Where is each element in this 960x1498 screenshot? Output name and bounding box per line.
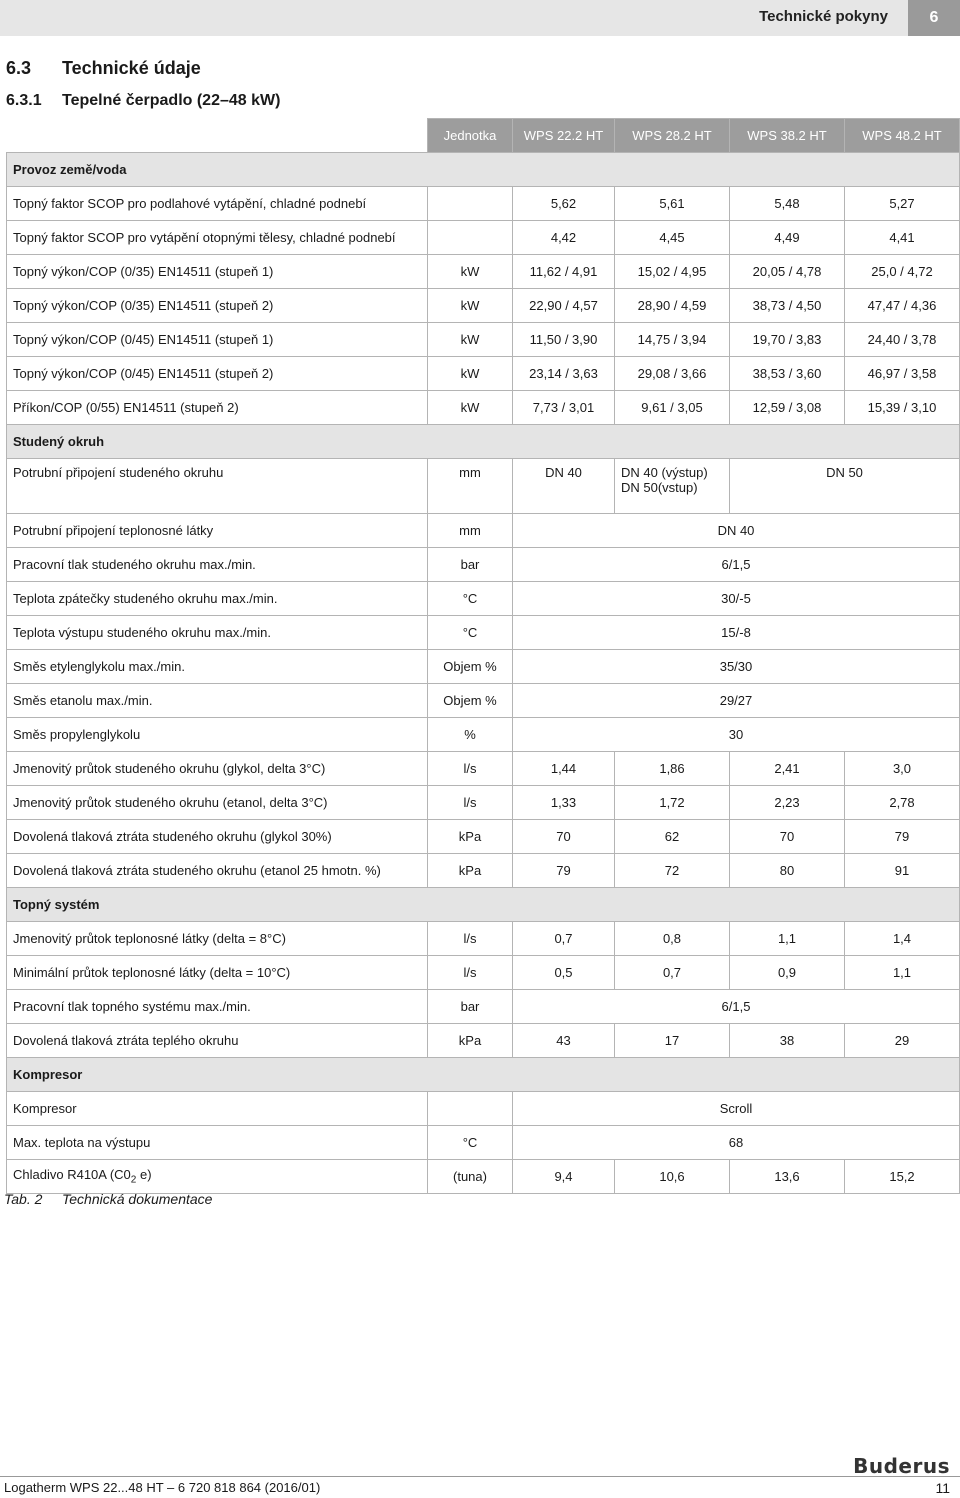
caption-text: Technická dokumentace: [62, 1191, 213, 1207]
value-cell: 1,72: [615, 786, 730, 820]
value-cell: 7,73 / 3,01: [513, 391, 615, 425]
value-cell: 46,97 / 3,58: [845, 357, 960, 391]
table-caption: [4, 1191, 212, 1207]
unit-cell: kPa: [428, 820, 513, 854]
row-label: Topný výkon/COP (0/35) EN14511 (stupeň 1): [7, 255, 428, 289]
value-cell: DN 40: [513, 459, 615, 514]
value-cell: 30: [513, 718, 960, 752]
unit-cell: bar: [428, 990, 513, 1024]
row-label: Minimální průtok teplonosné látky (delta = 10°C): [7, 956, 428, 990]
section-row: [7, 425, 960, 459]
column-header: WPS 38.2 HT: [730, 119, 845, 153]
value-cell: 29: [845, 1024, 960, 1058]
unit-cell: l/s: [428, 956, 513, 990]
buderus-logo: Buderus: [853, 1454, 950, 1478]
row-label: Topný faktor SCOP pro podlahové vytápění, chladné podnebí: [7, 187, 428, 221]
table-row: [7, 990, 960, 1024]
table-row: [7, 391, 960, 425]
value-line: DN 40 (výstup): [621, 465, 708, 480]
table-row: [7, 221, 960, 255]
row-label: Jmenovitý průtok studeného okruhu (etanol, delta 3°C): [7, 786, 428, 820]
value-cell: 12,59 / 3,08: [730, 391, 845, 425]
value-line: DN 50(vstup): [621, 480, 698, 495]
row-label: Pracovní tlak studeného okruhu max./min.: [7, 548, 428, 582]
table-row: [7, 616, 960, 650]
value-cell: 80: [730, 854, 845, 888]
table-row: [7, 459, 960, 514]
table-row: [7, 922, 960, 956]
value-cell: 6/1,5: [513, 548, 960, 582]
value-cell: 38: [730, 1024, 845, 1058]
value-cell: 30/-5: [513, 582, 960, 616]
table-row: [7, 1092, 960, 1126]
table-row: [7, 357, 960, 391]
unit-cell: kW: [428, 323, 513, 357]
table-row: [7, 650, 960, 684]
technical-data-table: [6, 118, 960, 1194]
row-label: Potrubní připojení teplonosné látky: [7, 514, 428, 548]
value-cell: 38,73 / 4,50: [730, 289, 845, 323]
value-cell: 22,90 / 4,57: [513, 289, 615, 323]
value-cell: 4,42: [513, 221, 615, 255]
unit-cell: kPa: [428, 1024, 513, 1058]
value-cell: 1,44: [513, 752, 615, 786]
value-cell: 10,6: [615, 1160, 730, 1194]
unit-cell: mm: [428, 514, 513, 548]
table-row: [7, 548, 960, 582]
value-cell: 3,0: [845, 752, 960, 786]
unit-cell: kW: [428, 255, 513, 289]
value-cell: 9,61 / 3,05: [615, 391, 730, 425]
subsection-heading: [6, 92, 280, 110]
value-cell: 72: [615, 854, 730, 888]
value-cell: 5,62: [513, 187, 615, 221]
row-label: Topný výkon/COP (0/45) EN14511 (stupeň 1): [7, 323, 428, 357]
unit-cell: kW: [428, 357, 513, 391]
column-header: Jednotka: [428, 119, 513, 153]
unit-cell: [428, 1092, 513, 1126]
value-cell: 6/1,5: [513, 990, 960, 1024]
value-cell: 70: [513, 820, 615, 854]
section-label: Topný systém: [7, 888, 960, 922]
value-cell: 15/-8: [513, 616, 960, 650]
value-cell: 9,4: [513, 1160, 615, 1194]
unit-cell: l/s: [428, 752, 513, 786]
value-cell: 70: [730, 820, 845, 854]
row-label: Topný faktor SCOP pro vytápění otopnými tělesy, chladné podnebí: [7, 221, 428, 255]
value-cell: 0,7: [615, 956, 730, 990]
value-cell: 24,40 / 3,78: [845, 323, 960, 357]
footer-divider: [0, 1476, 960, 1477]
row-label: Potrubní připojení studeného okruhu: [7, 459, 428, 514]
value-cell: 35/30: [513, 650, 960, 684]
page-header-bar: [0, 0, 960, 36]
unit-cell: [428, 221, 513, 255]
row-label: Jmenovitý průtok studeného okruhu (glykol, delta 3°C): [7, 752, 428, 786]
table-row: [7, 187, 960, 221]
value-cell: 79: [845, 820, 960, 854]
row-label: Směs etylenglykolu max./min.: [7, 650, 428, 684]
row-label: Pracovní tlak topného systému max./min.: [7, 990, 428, 1024]
value-cell: 62: [615, 820, 730, 854]
unit-cell: (tuna): [428, 1160, 513, 1194]
section-label: Provoz země/voda: [7, 153, 960, 187]
value-cell: 5,48: [730, 187, 845, 221]
section-row: [7, 153, 960, 187]
unit-cell: [428, 187, 513, 221]
section-row: [7, 888, 960, 922]
row-label: Teplota výstupu studeného okruhu max./min.: [7, 616, 428, 650]
row-label: Kompresor: [7, 1092, 428, 1126]
table-row: [7, 514, 960, 548]
unit-cell: %: [428, 718, 513, 752]
unit-cell: kPa: [428, 854, 513, 888]
unit-cell: bar: [428, 548, 513, 582]
row-label: Dovolená tlaková ztráta teplého okruhu: [7, 1024, 428, 1058]
value-cell: 23,14 / 3,63: [513, 357, 615, 391]
table-row: [7, 582, 960, 616]
page-header-title: Technické pokyny: [759, 8, 888, 25]
row-label: Max. teplota na výstupu: [7, 1126, 428, 1160]
table-row: [7, 255, 960, 289]
value-cell: Scroll: [513, 1092, 960, 1126]
column-header: WPS 28.2 HT: [615, 119, 730, 153]
row-label: Teplota zpátečky studeného okruhu max./min.: [7, 582, 428, 616]
value-cell: 0,9: [730, 956, 845, 990]
value-cell: 14,75 / 3,94: [615, 323, 730, 357]
value-cell: 20,05 / 4,78: [730, 255, 845, 289]
value-cell: [615, 459, 730, 514]
column-header: WPS 48.2 HT: [845, 119, 960, 153]
value-cell: 1,1: [730, 922, 845, 956]
table-row: [7, 786, 960, 820]
value-cell: 1,86: [615, 752, 730, 786]
unit-cell: °C: [428, 1126, 513, 1160]
unit-cell: l/s: [428, 786, 513, 820]
value-cell: 2,41: [730, 752, 845, 786]
table-row: [7, 289, 960, 323]
header-blank-cell: [7, 119, 428, 153]
table-row: [7, 1126, 960, 1160]
value-cell: 29/27: [513, 684, 960, 718]
table-row: [7, 820, 960, 854]
value-cell: 91: [845, 854, 960, 888]
value-cell: 2,78: [845, 786, 960, 820]
value-cell: 43: [513, 1024, 615, 1058]
table-row: [7, 854, 960, 888]
value-cell: 2,23: [730, 786, 845, 820]
value-cell: 15,2: [845, 1160, 960, 1194]
value-cell: DN 50: [730, 459, 960, 514]
value-cell: 5,61: [615, 187, 730, 221]
value-cell: 68: [513, 1126, 960, 1160]
value-cell: 13,6: [730, 1160, 845, 1194]
table-row: [7, 718, 960, 752]
row-label: Jmenovitý průtok teplonosné látky (delta = 8°C): [7, 922, 428, 956]
unit-cell: mm: [428, 459, 513, 514]
table-row: [7, 1024, 960, 1058]
value-cell: 25,0 / 4,72: [845, 255, 960, 289]
label-subscript: 2: [130, 1174, 137, 1186]
unit-cell: Objem %: [428, 650, 513, 684]
table-header-row: [7, 119, 960, 153]
table-row: [7, 956, 960, 990]
value-cell: 4,45: [615, 221, 730, 255]
value-cell: 1,1: [845, 956, 960, 990]
subsection-number: 6.3.1: [6, 92, 42, 109]
row-label: Směs propylenglykolu: [7, 718, 428, 752]
unit-cell: l/s: [428, 922, 513, 956]
table-row: [7, 323, 960, 357]
section-number: 6.3: [6, 58, 32, 78]
caption-number: Tab. 2: [4, 1191, 43, 1207]
row-label: Topný výkon/COP (0/35) EN14511 (stupeň 2): [7, 289, 428, 323]
table-row: [7, 752, 960, 786]
subsection-title: Tepelné čerpadlo (22–48 kW): [62, 92, 281, 109]
column-header: WPS 22.2 HT: [513, 119, 615, 153]
value-cell: 17: [615, 1024, 730, 1058]
value-cell: 19,70 / 3,83: [730, 323, 845, 357]
footer-document-id: Logatherm WPS 22...48 HT – 6 720 818 864 (2016/01): [4, 1480, 321, 1495]
value-cell: 29,08 / 3,66: [615, 357, 730, 391]
value-cell: 4,49: [730, 221, 845, 255]
label-part: Chladivo R410A (C0: [13, 1167, 131, 1183]
unit-cell: Objem %: [428, 684, 513, 718]
value-cell: 15,39 / 3,10: [845, 391, 960, 425]
row-label: [7, 1160, 428, 1194]
value-cell: 11,62 / 4,91: [513, 255, 615, 289]
chapter-badge: 6: [908, 0, 960, 36]
value-cell: 47,47 / 4,36: [845, 289, 960, 323]
section-heading: [6, 58, 201, 79]
value-cell: 79: [513, 854, 615, 888]
section-title: Technické údaje: [62, 58, 201, 78]
value-cell: 15,02 / 4,95: [615, 255, 730, 289]
value-cell: 0,5: [513, 956, 615, 990]
page-number: 11: [935, 1480, 950, 1496]
label-part: e): [136, 1167, 152, 1183]
value-cell: 4,41: [845, 221, 960, 255]
row-label: Příkon/COP (0/55) EN14511 (stupeň 2): [7, 391, 428, 425]
row-label: Dovolená tlaková ztráta studeného okruhu (etanol 25 hmotn. %): [7, 854, 428, 888]
unit-cell: °C: [428, 616, 513, 650]
section-label: Studený okruh: [7, 425, 960, 459]
unit-cell: kW: [428, 289, 513, 323]
value-cell: 0,8: [615, 922, 730, 956]
value-cell: 1,4: [845, 922, 960, 956]
unit-cell: kW: [428, 391, 513, 425]
value-cell: 28,90 / 4,59: [615, 289, 730, 323]
value-cell: 38,53 / 3,60: [730, 357, 845, 391]
value-cell: 1,33: [513, 786, 615, 820]
value-cell: 5,27: [845, 187, 960, 221]
table-row: [7, 1160, 960, 1194]
value-cell: DN 40: [513, 514, 960, 548]
section-row: [7, 1058, 960, 1092]
row-label: Dovolená tlaková ztráta studeného okruhu (glykol 30%): [7, 820, 428, 854]
table-row: [7, 684, 960, 718]
row-label: Směs etanolu max./min.: [7, 684, 428, 718]
unit-cell: °C: [428, 582, 513, 616]
value-cell: 0,7: [513, 922, 615, 956]
row-label: Topný výkon/COP (0/45) EN14511 (stupeň 2): [7, 357, 428, 391]
section-label: Kompresor: [7, 1058, 960, 1092]
value-cell: 11,50 / 3,90: [513, 323, 615, 357]
